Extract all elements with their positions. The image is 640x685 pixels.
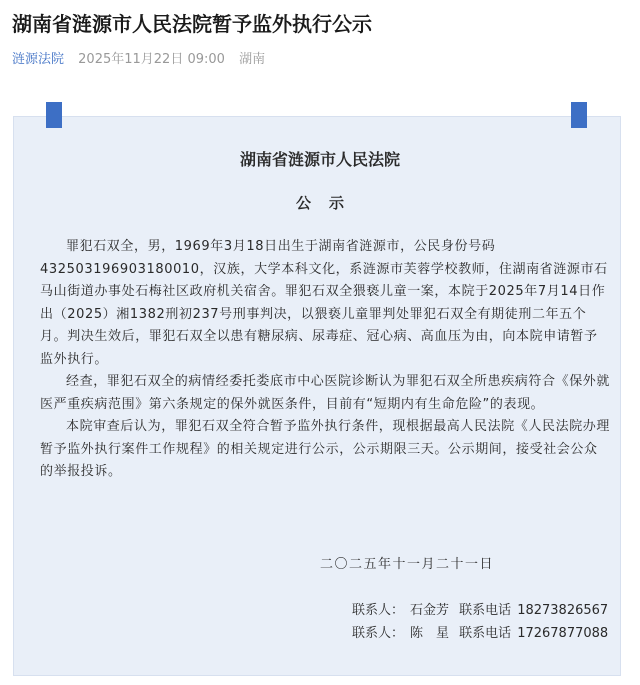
- contact-label: 联系人：: [352, 626, 405, 641]
- binder-tab-left: [46, 102, 62, 128]
- phone-number: 17267877088: [517, 626, 609, 641]
- source-link[interactable]: 涟源法院: [12, 52, 65, 67]
- contact-name: 陈 星: [410, 626, 450, 641]
- binder-tab-right: [571, 102, 587, 128]
- court-name: 湖南省涟源市人民法院: [239, 150, 400, 169]
- contact-line: [352, 622, 614, 641]
- article-title: 湖南省涟源市人民法院暂予监外执行公示: [12, 12, 372, 36]
- publish-datetime: 2025年11月22日 09:00: [78, 52, 225, 67]
- phone-label: 联系电话: [459, 626, 512, 641]
- notice-heading: 公示: [295, 194, 362, 212]
- contact-line: [352, 599, 614, 618]
- paragraph-diagnosis: 经查，罪犯石双全的病情经委托娄底市中心医院诊断认为罪犯石双全所患疾病符合《保外就医严重疾病范围》第六条规定的保外就医条件，目前有“短期内有生命危险”的表现。: [40, 374, 611, 412]
- region-label: 湖南: [239, 52, 266, 67]
- contact-label: 联系人：: [352, 603, 405, 618]
- notice-body: [40, 236, 610, 484]
- article-meta: [12, 48, 265, 67]
- phone-label: 联系电话: [459, 603, 512, 618]
- phone-number: 18273826567: [517, 603, 609, 618]
- paragraph-facts: 罪犯石双全，男，1969年3月18日出生于湖南省涟源市，公民身份号码432503196903180010，汉族，大学本科文化，系涟源市芙蓉学校教师，住湖南省涟源市石马山街道办事处石梅社区政府机关宿舍。罪犯石双全猥亵儿童一案，本院于2025年7月14日作出（2025）湘1382刑初237号刑事判决，以猥亵儿童罪判处罪犯石双全有期徒刑二年五个月。判决生效后，罪犯石双全以患有糖尿病、尿毒症、冠心病、高血压为由，向本院申请暂予监外执行。: [40, 239, 608, 367]
- paragraph-decision: 本院审查后认为，罪犯石双全符合暂予监外执行条件，现根据最高人民法院《人民法院办理暂予监外执行案件工作规程》的相关规定进行公示，公示期限三天。公示期间，接受社会公众的举报投诉。: [40, 419, 611, 479]
- contact-name: 石金芳: [410, 603, 450, 618]
- notice-date: 二〇二五年十一月二十一日: [320, 557, 495, 572]
